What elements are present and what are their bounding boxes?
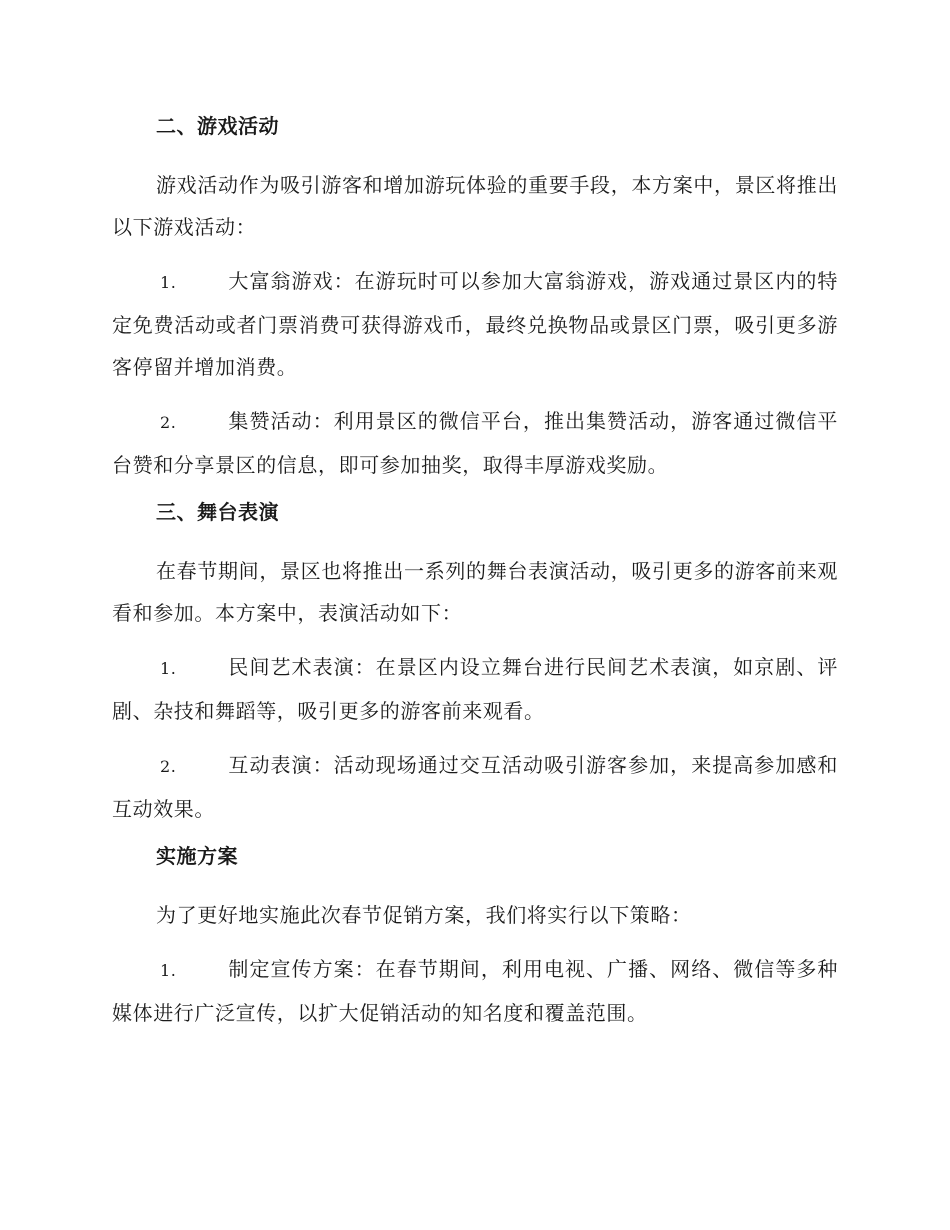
section-stage-performance	[112, 498, 838, 830]
list-item	[112, 260, 838, 388]
list-text: 制定宣传方案：在春节期间，利用电视、广播、网络、微信等多种媒体进行广泛宣传，以扩大促销活动的知名度和覆盖范围。	[112, 957, 838, 1025]
section-game-activities	[112, 112, 838, 486]
section-heading: 三、舞台表演	[156, 500, 279, 524]
section-intro: 为了更好地实施此次春节促销方案，我们将实行以下策略：	[156, 903, 692, 927]
section-implementation	[112, 842, 838, 1034]
section-heading: 二、游戏活动	[156, 114, 279, 138]
list-number: 2.	[160, 413, 177, 432]
section-intro: 在春节期间，景区也将推出一系列的舞台表演活动，吸引更多的游客前来观看和参加。本方案中，表演活动如下：	[112, 559, 838, 625]
list-text: 集赞活动：利用景区的微信平台，推出集赞活动，游客通过微信平台赞和分享景区的信息，即可参加抽奖，取得丰厚游戏奖励。	[112, 409, 838, 477]
list-item	[112, 400, 838, 486]
section-heading: 实施方案	[156, 844, 238, 868]
list-number: 1.	[160, 961, 177, 980]
list-number: 2.	[160, 757, 177, 776]
list-item	[112, 744, 838, 830]
list-text: 互动表演：活动现场通过交互活动吸引游客参加，来提高参加感和互动效果。	[112, 753, 838, 821]
section-intro: 游戏活动作为吸引游客和增加游玩体验的重要手段，本方案中，景区将推出以下游戏活动：	[112, 173, 838, 239]
list-number: 1.	[160, 659, 177, 678]
list-text: 大富翁游戏：在游玩时可以参加大富翁游戏，游戏通过景区内的特定免费活动或者门票消费可获得游戏币，最终兑换物品或景区门票，吸引更多游客停留并增加消费。	[112, 269, 838, 379]
list-item	[112, 948, 838, 1034]
list-number: 1.	[160, 273, 177, 292]
list-item	[112, 646, 838, 732]
list-text: 民间艺术表演：在景区内设立舞台进行民间艺术表演，如京剧、评剧、杂技和舞蹈等，吸引更多的游客前来观看。	[112, 655, 838, 723]
